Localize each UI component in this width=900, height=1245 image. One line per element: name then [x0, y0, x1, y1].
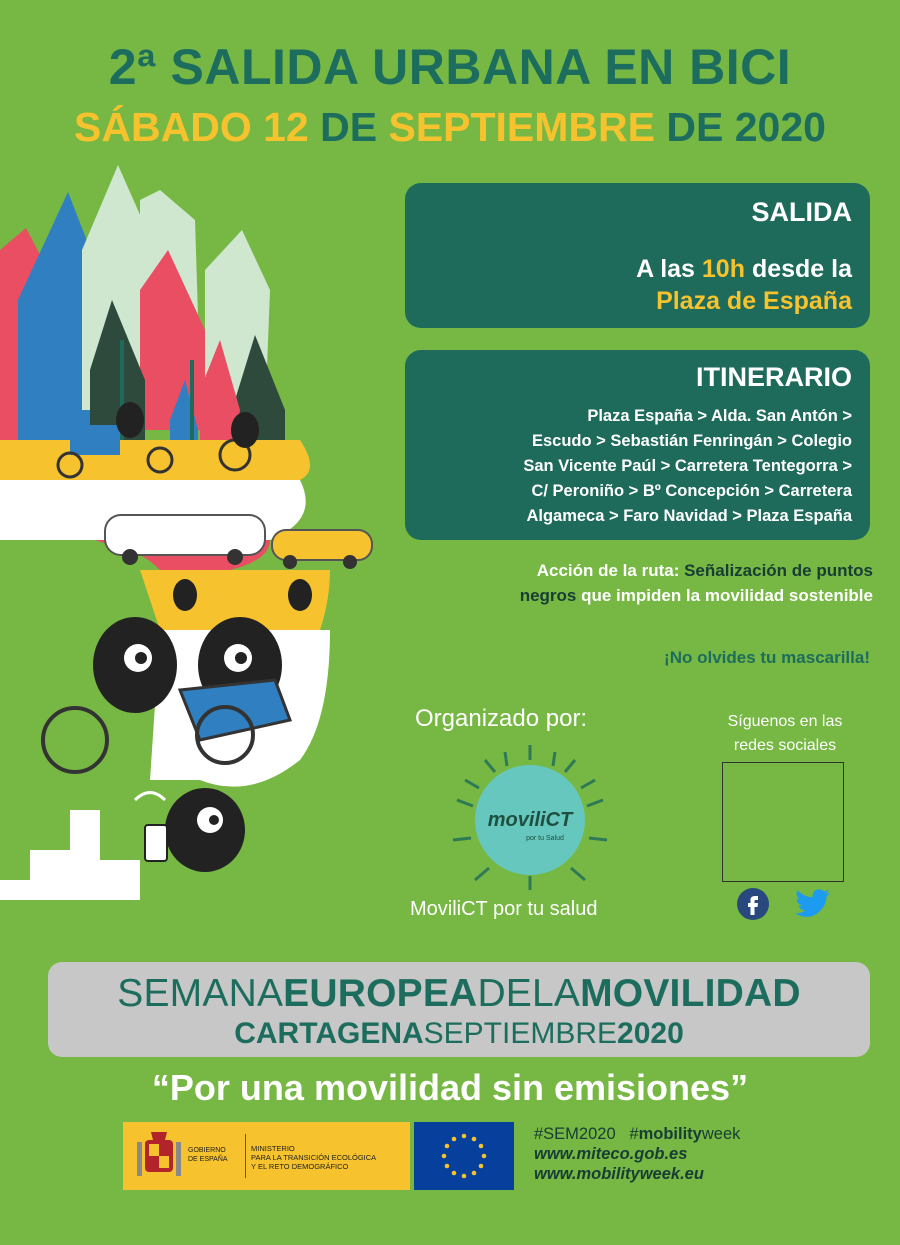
hashtags: #SEM2020 #mobilityweek [534, 1125, 741, 1143]
route-line: Algameca > Faro Navidad > Plaza España [526, 507, 852, 525]
twitter-icon[interactable] [795, 889, 831, 919]
logo-subtext: por tu Salud [526, 835, 564, 842]
semana-europea-banner [48, 962, 870, 1057]
salida-time-line: A las 10h desde la [636, 255, 852, 283]
gobierno-logo [123, 1122, 410, 1190]
logo-text: moviliCT [487, 809, 573, 831]
coat-of-arms-icon [135, 1130, 183, 1182]
organized-by-label: Organizado por: [415, 705, 588, 732]
itinerario-route [412, 404, 852, 529]
poster-title: 2ª SALIDA URBANA EN BICI [108, 39, 792, 95]
divider [245, 1134, 246, 1178]
city-mobility-illustration [0, 160, 400, 940]
itinerario-box [405, 350, 870, 540]
route-line: Escudo > Sebastián Fenringán > Colegio [532, 432, 852, 450]
footer-links [534, 1124, 740, 1184]
mobilityweek-link[interactable]: www.mobilityweek.eu [534, 1165, 704, 1183]
event-date: SÁBADO 12 DE SEPTIEMBRE DE 2020 [74, 104, 826, 150]
movilict-logo [445, 740, 615, 895]
facebook-icon[interactable] [736, 887, 770, 921]
salida-box [405, 183, 870, 328]
ministerio-text: MINISTERIO PARA LA TRANSICIÓN ECOLÓGICA Y EL RETO DEMOGRÁFICO [251, 1144, 377, 1171]
miteco-link[interactable]: www.miteco.gob.es [534, 1145, 688, 1163]
route-line: C/ Peroniño > Bº Concepción > Carretera [531, 482, 852, 500]
mask-reminder: ¡No olvides tu mascarilla! [664, 648, 870, 667]
route-line: San Vicente Paúl > Carretera Tentegorra > [523, 457, 852, 475]
semana-subtitle: CARTAGENASEPTIEMBRE2020 [234, 1017, 684, 1050]
salida-location: Plaza de España [656, 287, 852, 315]
route-action-text: Acción de la ruta: Señalización de puntos negros que impiden la movilidad sostenible [519, 561, 873, 605]
salida-heading: SALIDA [751, 197, 852, 227]
organizer-caption: MoviliCT por tu salud [410, 898, 598, 920]
slogan-quote: “Por una movilidad sin emisiones” [151, 1067, 749, 1108]
eu-flag-logo [414, 1122, 514, 1190]
social-label: Síguenos en las redes sociales [727, 713, 843, 754]
gobierno-text: GOBIERNO DE ESPAÑA [188, 1147, 228, 1163]
itinerario-heading: ITINERARIO [695, 362, 852, 392]
semana-title: SEMANAEUROPEADELAMOVILIDAD [117, 972, 801, 1015]
route-line: Plaza España > Alda. San Antón > [587, 407, 852, 425]
qr-code-placeholder [722, 762, 844, 882]
eu-stars-icon [414, 1122, 514, 1190]
